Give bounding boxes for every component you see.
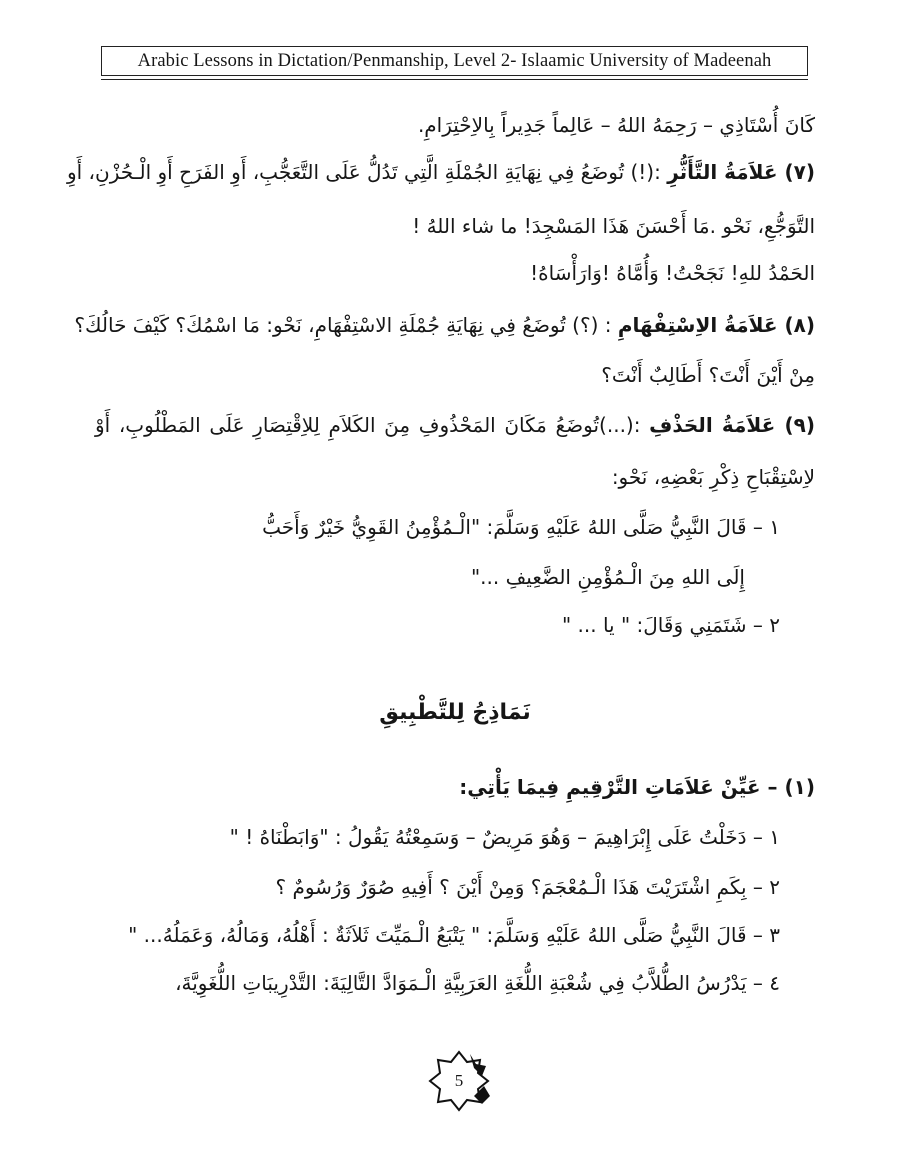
section-7-label: (٧) عَلاَمَةُ التَّأَثُّرِ <box>667 160 815 184</box>
section-9-label: (٩) عَلاَمَةُ الحَذْفِ <box>649 413 815 437</box>
practice-item-3: ٣ – قَالَ النَّبِيُّ صَلَّى اللهُ عَلَيْهِ وَسَلَّمَ: " يَتْبَعُ الْـمَيِّتَ ثَلاَثَةٌ : أَهْلُهُ، وَمَالُهُ، وَعَمَلُهُ... " <box>128 923 780 947</box>
section-8-text: : (؟) تُوضَعُ فِي نِهَايَةِ جُمْلَةِ الاسْتِفْهَامِ، نَحْو: مَا اسْمُكَ؟ كَيْفَ حَالُكَ؟ <box>74 313 612 337</box>
practice-item-4: ٤ – يَدْرُسُ الطُّلاَّبُ فِي شُعْبَةِ اللُّغَةِ العَرَبِيَّةِ الْـمَوَادَّ التَّالِيَةَ: التَّدْرِيبَاتِ اللُّغَوِيَّةَ، <box>175 971 780 995</box>
practice-question-1: (١) – عَيِّنْ عَلاَمَاتِ التَّرْقِيمِ فِيمَا يَأْتِي: <box>459 775 815 799</box>
section-9-line-1 <box>95 410 815 440</box>
section-9-example-1a: ١ – قَالَ النَّبِيُّ صَلَّى اللهُ عَلَيْهِ وَسَلَّمَ: "الْـمُؤْمِنُ القَوِيُّ خَيْرٌ وَأَحَبُّ <box>262 515 780 539</box>
header-title: Arabic Lessons in Dictation/Penmanship, Level 2- Islaamic University of Madeenah <box>137 50 772 71</box>
section-9-line-2: لاِسْتِقْبَاحِ ذِكْرِ بَعْضِهِ، نَحْو: <box>611 465 815 489</box>
section-7-line-3: الحَمْدُ للهِ! نَجَحْتُ! وَأُمَّاهُ !وَارَأْسَاهُ! <box>530 261 815 285</box>
section-9-text: :(...)تُوضَعُ مَكَانَ المَحْذُوفِ مِنَ الكَلاَمِ لِلاِقْتِصَارِ عَلَى المَطْلُوبِ، أَوْ <box>95 413 641 437</box>
section-7-text: :(!) تُوضَعُ فِي نِهَايَةِ الجُمْلَةِ الَّتِي تَدُلُّ عَلَى التَّعَجُّبِ، أَوِ الفَرَحِ أَوِ الْـحُزْنِ، أَوِ <box>66 160 661 184</box>
section-7-line-1 <box>66 157 815 187</box>
section-8-label: (٨) عَلاَمَةُ الاِسْتِفْهَامِ <box>617 313 815 337</box>
header-rule <box>101 79 808 80</box>
section-8-line-2: مِنْ أَيْنَ أَنْتَ؟ أَطَالِبٌ أَنْتَ؟ <box>601 363 815 387</box>
section-9-example-1b: إِلَى اللهِ مِنَ الْـمُؤْمِنِ الضَّعِيفِ ..." <box>470 565 745 589</box>
practice-item-1: ١ – دَخَلْتُ عَلَى إِبْرَاهِيمَ – وَهُوَ مَرِيضٌ – وَسَمِعْتُهُ يَقُولُ : "وَابَطْنَاهُ ! " <box>229 825 780 849</box>
page-number-badge <box>424 1046 494 1116</box>
page-number: 5 <box>454 1071 464 1090</box>
section-9-example-2: ٢ – شَتَمَنِي وَقَالَ: " يا ... " <box>561 613 780 637</box>
section-8-line-1 <box>74 310 815 340</box>
section-7-line-2: التَّوَجُّعِ، نَحْو .مَا أَحْسَنَ هَذَا المَسْجِدَ! ما شاء اللهُ ! <box>412 214 815 238</box>
practice-title: نَمَاذِجُ لِلتَّطْبِيقِ <box>379 700 531 725</box>
line-teacher: كَانَ أُسْتَاذِي – رَحِمَهُ اللهُ – عَالِماً جَدِيراً بِالاِحْتِرَامِ. <box>417 113 815 137</box>
practice-item-2: ٢ – بِكَمِ اشْتَرَيْتَ هَذَا الْـمُعْجَمَ؟ وَمِنْ أَيْنَ ؟ أَفِيهِ صُوَرٌ وَرُسُومٌ ؟ <box>275 875 780 899</box>
header-title-box <box>101 46 808 76</box>
